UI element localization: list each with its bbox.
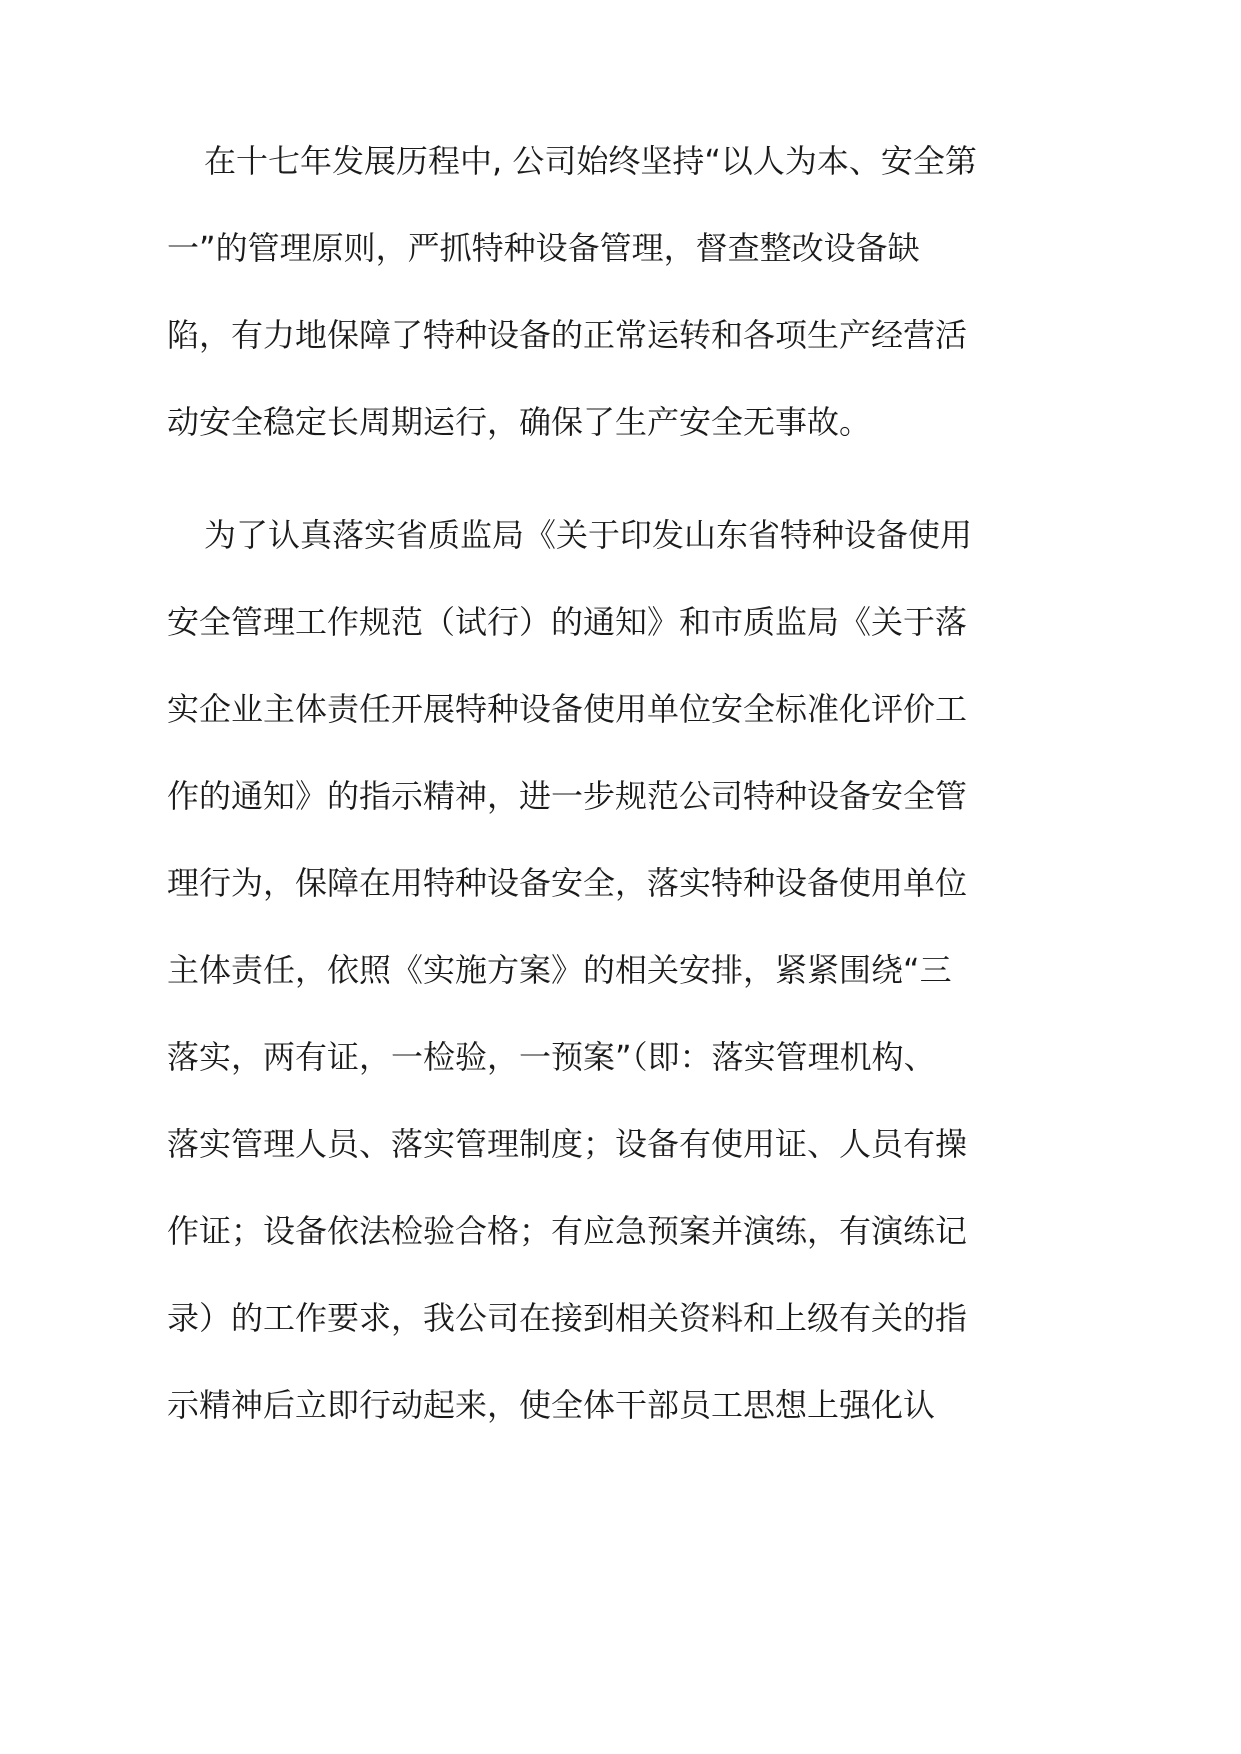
text-line: 实企业主体责任开展特种设备使用单位安全标准化评价工 — [167, 690, 968, 728]
text-line: 示精神后立即行动起来，使全体干部员工思想上强化认 — [167, 1386, 936, 1424]
text-line: 作证；设备依法检验合格；有应急预案并演练，有演练记 — [167, 1212, 968, 1250]
text-line: 作的通知》的指示精神，进一步规范公司特种设备安全管 — [167, 777, 968, 815]
text-line: 陷，有力地保障了特种设备的正常运转和各项生产经营活 — [167, 316, 968, 354]
text-line: 落实，两有证，一检验，一预案”（即：落实管理机构、 — [167, 1038, 936, 1076]
text-line: 落实管理人员、落实管理制度；设备有使用证、人员有操 — [167, 1125, 968, 1163]
text-line: 动安全稳定长周期运行，确保了生产安全无事故。 — [167, 403, 872, 441]
text-line: 一”的管理原则，严抓特种设备管理，督查整改设备缺 — [167, 229, 920, 267]
text-line: 理行为，保障在用特种设备安全，落实特种设备使用单位 — [167, 864, 968, 902]
text-line: 在十七年发展历程中, 公司始终坚持“以人为本、安全第 — [204, 142, 977, 180]
text-line: 为了认真落实省质监局《关于印发山东省特种设备使用 — [204, 516, 973, 554]
text-line: 主体责任，依照《实施方案》的相关安排，紧紧围绕“三 — [167, 951, 952, 989]
text-line: 安全管理工作规范（试行）的通知》和市质监局《关于落 — [167, 603, 968, 641]
text-line: 录）的工作要求，我公司在接到相关资料和上级有关的指 — [167, 1299, 968, 1337]
